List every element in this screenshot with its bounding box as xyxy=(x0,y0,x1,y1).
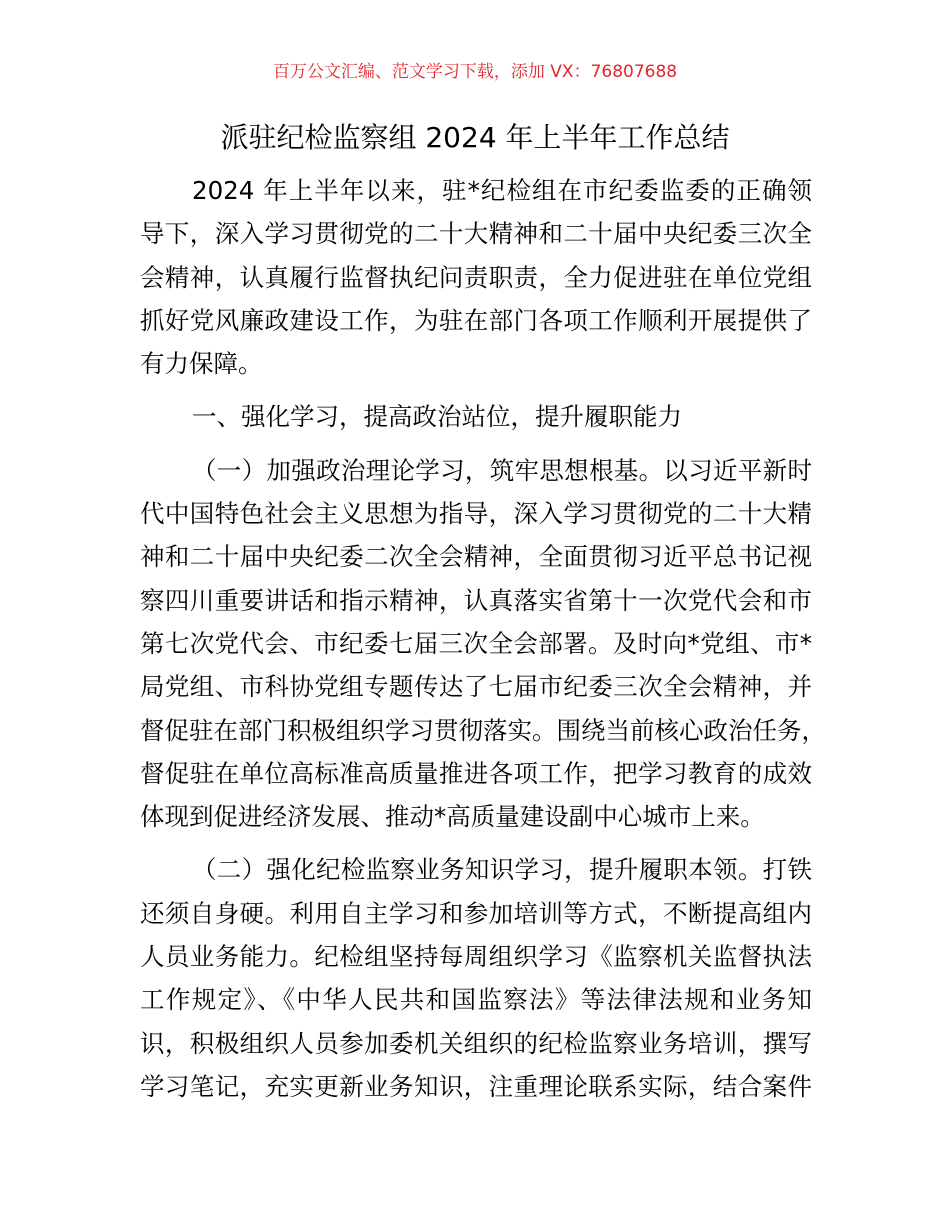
text-line: 局党组、市科协党组专题传达了七届市纪委三次全会精神，并 xyxy=(140,672,812,702)
text-line: 导下，深入学习贯彻党的二十大精神和二十届中央纪委三次全 xyxy=(140,219,812,249)
text-line: 一、强化学习，提高政治站位，提升履职能力 xyxy=(192,402,682,432)
text-line: 督促驻在单位高标准高质量推进各项工作，把学习教育的成效 xyxy=(140,758,812,788)
text-line: 抓好党风廉政建设工作，为驻在部门各项工作顺利开展提供了 xyxy=(140,305,812,335)
watermark-header: 百万公文汇编、范文学习下载，添加 VX：76807688 xyxy=(272,62,678,82)
text-line: 察四川重要讲话和指示精神，认真落实省第十一次党代会和市 xyxy=(140,585,812,615)
document-body xyxy=(140,169,826,1108)
text-line: 人员业务能力。纪检组坚持每周组织学习《监察机关监督执法 xyxy=(140,942,812,972)
text-line: 工作规定》、《中华人民共和国监察法》等法律法规和业务知 xyxy=(140,985,812,1015)
text-line: 2024 年上半年以来，驻*纪检组在市纪委监委的正确领 xyxy=(192,176,812,205)
text-line: 代中国特色社会主义思想为指导，深入学习贯彻党的二十大精 xyxy=(140,499,812,529)
document-title: 派驻纪检监察组 2024 年上半年工作总结 xyxy=(220,121,730,154)
text-line: 有力保障。 xyxy=(140,349,263,379)
text-line: 识，积极组织人员参加委机关组织的纪检监察业务培训，撰写 xyxy=(140,1028,812,1058)
text-line: 会精神，认真履行监督执纪问责职责，全力促进驻在单位党组 xyxy=(140,262,812,292)
text-line: 第七次党代会、市纪委七届三次全会部署。及时向*党组、市* xyxy=(140,628,812,658)
text-line: 还须自身硬。利用自主学习和参加培训等方式，不断提高组内 xyxy=(140,898,812,928)
paragraph xyxy=(140,848,812,1108)
text-line: （一）加强政治理论学习，筑牢思想根基。以习近平新时 xyxy=(192,455,812,485)
text-line: 体现到促进经济发展、推动*高质量建设副中心城市上来。 xyxy=(140,802,765,832)
text-line: 督促驻在部门积极组织学习贯彻落实。围绕当前核心政治任务， xyxy=(140,715,826,745)
paragraph xyxy=(140,449,826,839)
text-line: （二）强化纪检监察业务知识学习，提升履职本领。打铁 xyxy=(192,855,812,885)
section-heading xyxy=(140,395,812,438)
text-line: 学习笔记，充实更新业务知识，注重理论联系实际，结合案件 xyxy=(140,1071,812,1101)
paragraph xyxy=(140,169,812,385)
text-line: 神和二十届中央纪委二次全会精神，全面贯彻习近平总书记视 xyxy=(140,542,812,572)
